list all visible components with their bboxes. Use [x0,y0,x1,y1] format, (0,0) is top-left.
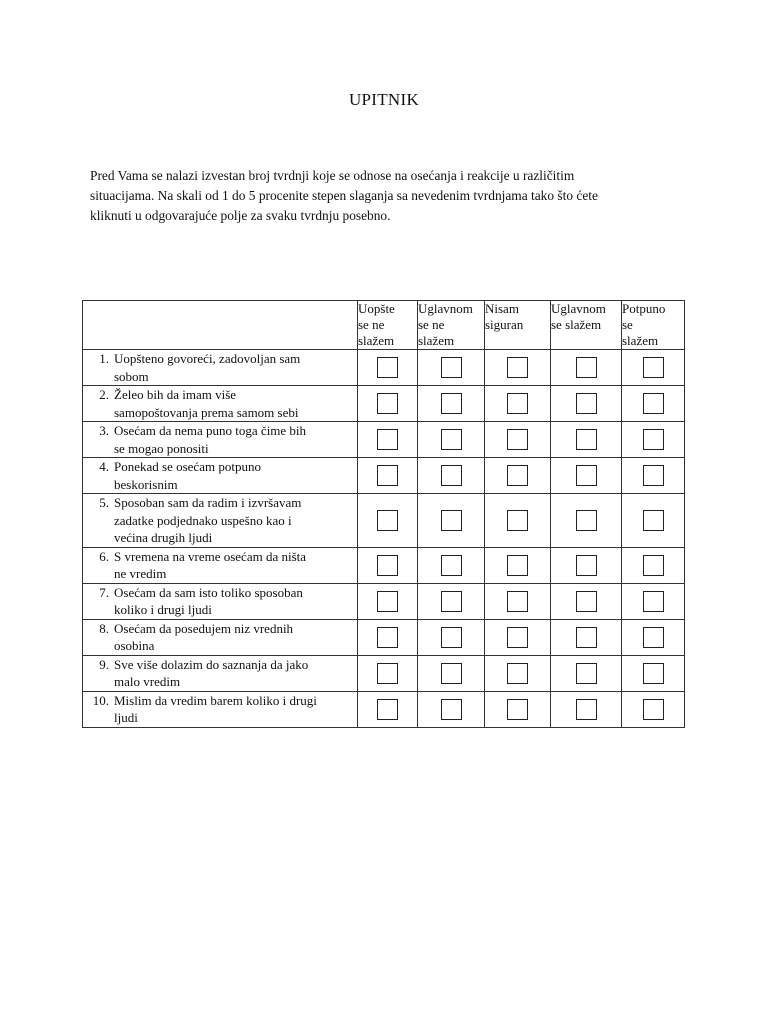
statement-text [111,548,306,583]
statement-row [83,386,685,422]
rating-checkbox-5[interactable] [643,429,664,450]
statement-cell [83,619,358,655]
statement-text [111,458,261,493]
rating-cell [358,547,418,583]
rating-cell [485,619,551,655]
rating-checkbox-3[interactable] [507,357,528,378]
statement-row [83,583,685,619]
rating-cell [551,547,622,583]
rating-checkbox-1[interactable] [377,393,398,414]
statement-row [83,619,685,655]
rating-cell [551,655,622,691]
rating-checkbox-3[interactable] [507,699,528,720]
rating-checkbox-2[interactable] [441,699,462,720]
rating-checkbox-4[interactable] [576,627,597,648]
rating-checkbox-5[interactable] [643,591,664,612]
rating-cell [622,691,685,727]
column-header-line: Uglavnom [551,301,606,316]
instructions-line: kliknuti u odgovarajuće polje za svaku tvrdnju posebno. [90,208,391,223]
statement-row [83,691,685,727]
rating-column-header-1 [358,301,418,350]
rating-checkbox-2[interactable] [441,357,462,378]
column-header-line: se ne [418,317,445,332]
statement-text [111,692,317,727]
rating-cell [551,691,622,727]
rating-cell [358,386,418,422]
column-header-line: se ne [358,317,385,332]
rating-checkbox-5[interactable] [643,555,664,576]
rating-checkbox-3[interactable] [507,627,528,648]
statement-text-line: većina drugih ljudi [114,530,213,545]
rating-column-header-5 [622,301,685,350]
rating-cell [418,350,485,386]
rating-cell [485,494,551,548]
header-row [83,301,685,350]
statement-text [111,386,299,421]
rating-cell [551,619,622,655]
statement-text-line: Sposoban sam da radim i izvršavam [114,495,302,510]
statement-number: 8. [99,620,109,636]
statement-number: 4. [99,459,109,474]
rating-cell [418,619,485,655]
column-header-line: slažem [418,333,455,348]
column-header-line: slažem [358,333,395,348]
statement-number: 6. [99,548,109,564]
rating-checkbox-4[interactable] [576,663,597,684]
statement-cell [83,458,358,494]
statement-text-line: Mislim da vredim barem koliko i drugi [114,692,317,708]
statement-row [83,458,685,494]
statement-cell [83,350,358,386]
rating-cell [622,458,685,494]
rating-checkbox-1[interactable] [377,465,398,486]
rating-checkbox-4[interactable] [576,393,597,414]
statement-text-line: S vremena na vreme osećam da ništa [114,548,307,564]
rating-cell [551,458,622,494]
rating-column-header-2 [418,301,485,350]
rating-cell [551,422,622,458]
statement-row [83,350,685,386]
rating-cell [622,350,685,386]
statement-number: 2. [99,387,109,402]
rating-cell [622,494,685,548]
rating-checkbox-4[interactable] [576,555,597,576]
rating-cell [418,655,485,691]
statement-text-line: Ponekad se osećam potpuno [114,459,261,474]
questionnaire-table [82,300,685,728]
rating-cell [485,350,551,386]
rating-checkbox-4[interactable] [576,510,597,531]
statement-cell [83,494,358,548]
page-title: UPITNIK [348,90,420,109]
rating-cell [418,386,485,422]
rating-checkbox-3[interactable] [507,510,528,531]
statement-text-line: sobom [114,368,149,384]
statement-column-header [83,301,358,350]
rating-cell [622,583,685,619]
statement-number: 5. [99,495,109,510]
statement-cell [83,422,358,458]
column-header-line: se slažem [551,317,602,332]
statement-cell [83,691,358,727]
rating-cell [485,691,551,727]
rating-checkbox-1[interactable] [377,510,398,531]
statement-text [111,422,306,457]
rating-checkbox-4[interactable] [576,699,597,720]
rating-checkbox-2[interactable] [441,555,462,576]
statement-row [83,422,685,458]
rating-cell [358,458,418,494]
rating-checkbox-1[interactable] [377,555,398,576]
rating-checkbox-5[interactable] [643,627,664,648]
instructions-line: situacijama. Na skali od 1 do 5 procenite stepen slaganja sa nevedenim tvrdnjama tako što ćete [90,188,598,203]
rating-cell [358,583,418,619]
rating-cell [551,386,622,422]
rating-cell [485,547,551,583]
rating-cell [485,458,551,494]
rating-cell [485,386,551,422]
rating-cell [358,494,418,548]
rating-checkbox-5[interactable] [643,393,664,414]
rating-checkbox-4[interactable] [576,429,597,450]
statement-text-line: Osećam da sam isto toliko sposoban [114,584,303,600]
rating-cell [358,422,418,458]
statement-text-line: Sve više dolazim do saznanja da jako [114,656,309,672]
statement-number: 10. [92,692,109,708]
statement-number: 3. [99,423,109,438]
rating-checkbox-2[interactable] [441,429,462,450]
statement-number: 9. [99,656,109,672]
rating-checkbox-3[interactable] [507,555,528,576]
statement-cell [83,655,358,691]
statement-row [83,547,685,583]
statement-text-line: zadatke podjednako uspešno kao i [114,512,292,528]
statement-row [83,494,685,548]
statement-text-line: beskorisnim [114,476,178,492]
rating-cell [622,655,685,691]
statement-text-line: osobina [114,638,155,653]
statement-text [111,494,301,547]
rating-checkbox-2[interactable] [441,591,462,612]
rating-checkbox-2[interactable] [441,393,462,414]
rating-checkbox-1[interactable] [377,357,398,378]
column-header-line: Uopšte [358,301,395,316]
rating-cell [485,655,551,691]
statement-text [111,620,293,655]
rating-cell [551,350,622,386]
rating-cell [418,691,485,727]
rating-checkbox-2[interactable] [441,663,462,684]
statement-text-line: ne vredim [114,566,167,581]
instructions-paragraph [90,166,680,226]
statement-number: 1. [99,351,109,366]
rating-checkbox-3[interactable] [507,393,528,414]
statement-cell [83,547,358,583]
rating-checkbox-1[interactable] [377,591,398,612]
rating-checkbox-1[interactable] [377,663,398,684]
rating-cell [358,350,418,386]
statement-number: 7. [99,584,109,600]
rating-checkbox-2[interactable] [441,510,462,531]
column-header-line: slažem [622,333,659,348]
rating-checkbox-3[interactable] [507,429,528,450]
rating-checkbox-3[interactable] [507,663,528,684]
rating-checkbox-4[interactable] [576,465,597,486]
statement-text-line: se mogao ponositi [114,440,209,456]
statement-text-line: samopoštovanja prema samom sebi [114,404,299,420]
column-header-line: Potpuno [622,301,666,316]
statement-text [111,656,308,691]
statement-text-line: Uopšteno govoreći, zadovoljan sam [114,351,301,366]
rating-cell [551,583,622,619]
rating-checkbox-5[interactable] [643,357,664,378]
rating-cell [485,422,551,458]
rating-cell [418,458,485,494]
statement-text-line: malo vredim [114,674,181,689]
rating-cell [485,583,551,619]
rating-cell [418,583,485,619]
rating-cell [358,655,418,691]
rating-checkbox-4[interactable] [576,591,597,612]
column-header-line: Uglavnom [418,301,473,316]
rating-checkbox-5[interactable] [643,663,664,684]
statement-text [111,350,300,385]
rating-checkbox-3[interactable] [507,465,528,486]
statement-cell [83,583,358,619]
rating-cell [418,494,485,548]
statement-text-line: Želeo bih da imam više [114,387,237,402]
rating-checkbox-1[interactable] [377,627,398,648]
rating-checkbox-4[interactable] [576,357,597,378]
rating-cell [418,422,485,458]
statements-body [83,350,685,728]
rating-cell [358,691,418,727]
rating-checkbox-2[interactable] [441,627,462,648]
column-header-line: se [622,317,633,332]
statement-cell [83,386,358,422]
rating-checkbox-1[interactable] [377,699,398,720]
statement-text [111,584,303,619]
rating-checkbox-5[interactable] [643,510,664,531]
statement-text-line: Osećam da nema puno toga čime bih [114,423,307,438]
statement-text-line: ljudi [114,710,138,725]
column-header-line: siguran [485,317,524,332]
instructions-line: Pred Vama se nalazi izvestan broj tvrdnji koje se odnose na osećanja i reakcije u različitim [90,168,575,183]
rating-checkbox-2[interactable] [441,465,462,486]
statement-row [83,655,685,691]
rating-cell [418,547,485,583]
rating-cell [622,386,685,422]
rating-cell [622,422,685,458]
statement-text-line: koliko i drugi ljudi [114,602,212,617]
rating-checkbox-5[interactable] [643,699,664,720]
column-header-line: Nisam [485,301,519,316]
rating-cell [622,619,685,655]
rating-column-header-3 [485,301,551,350]
rating-cell [358,619,418,655]
rating-checkbox-1[interactable] [377,429,398,450]
rating-cell [551,494,622,548]
rating-column-header-4 [551,301,622,350]
statement-text-line: Osećam da posedujem niz vrednih [114,620,294,636]
rating-checkbox-3[interactable] [507,591,528,612]
rating-cell [622,547,685,583]
rating-checkbox-5[interactable] [643,465,664,486]
